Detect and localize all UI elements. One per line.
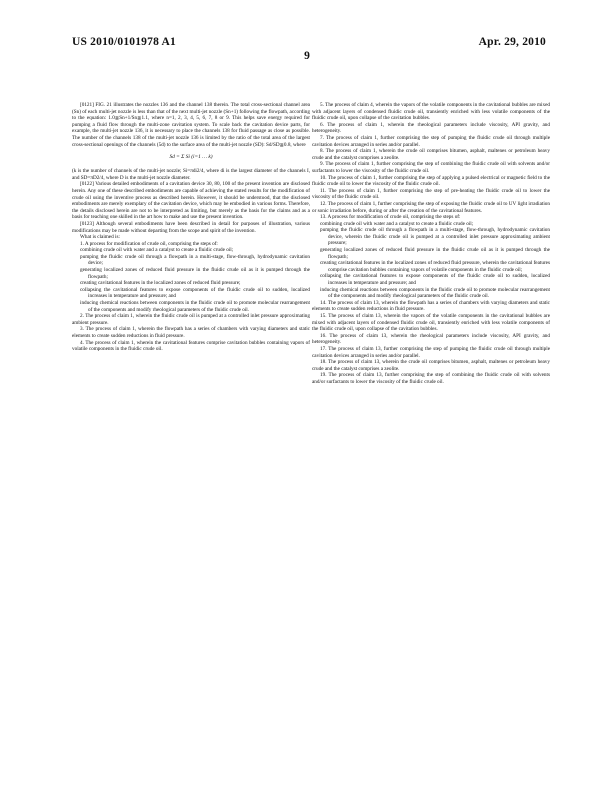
claim-1-step: collapsing the cavitational features to expose components of the fluidic crude oil to sudden, localized increases in temperature and pressure; and [80,286,310,300]
publication-date: Apr. 29, 2010 [478,36,546,48]
claim-5: 5. The process of claim 4, wherein the vapors of the volatile components in the cavitational bubbles are mixed with adjacent layers of condensed fluidic crude oil, transiently enriched with less volatile components of the fluidic crude oil, upon collapse of the cavitation bubbles. [312,102,550,122]
claim-2: 2. The process of claim 1, wherein the fluidic crude oil is pumped at a controlled inlet pressure approximating ambient pressure. [72,313,310,326]
paragraph-0122: [0122] Various detailed embodiments of a cavitation device 30, 80, 100 of the present invention are disclosed herein. Any one of these described embodiments are capable of achieving the stated results for the modification of crude oil using the inventive process as described herein. However, it should be understood, that the disclosed embodiments are merely exemplary of the cavitation device, which may be embodied in various forms. Therefore, the details disclosed herein are not to be interpreted as limiting, but merely as the basis for the claims and as a basis for teaching one skilled in the art how to make and use the present invention. [72,181,310,221]
left-column [72,102,310,353]
claim-9: 9. The process of claim 1, further comprising the step of combining the fluidic crude oil with solvents and/or surfactants to lower the viscosity of the fluidic crude oil. [312,161,550,174]
claim-13-step: combining crude oil with water and a catalyst to create a fluidic crude oil; [320,220,474,227]
formula: Sd = Σ Si (i=1 … k) [169,154,213,161]
claim-13-step: creating cavitational features in the localized zones of reduced fluid pressure, wherein the cavitational features comprise cavitation bubbles containing vapors of volatile components in the fluidic crude oil; [320,260,550,273]
page-header [0,36,614,76]
claim-11: 11. The process of claim 1, further comprising the step of pre-heating the fluidic crude oil to lower the viscosity of the fluidic crude oil. [312,187,550,201]
claim-1: 1. A process for modification of crude oil, comprising the steps of: [80,240,218,247]
claim-4: 4. The process of claim 1, wherein the cavitational features comprise cavitation bubbles containing vapors of volatile components in the fluidic crude oil. [72,339,310,353]
claim-10: 10. The process of claim 1, further comprising the step of applying a pulsed electrical or magnetic field to the fluidic crude oil to lower the viscosity of the fluidic crude oil. [312,174,550,188]
claim-14: 14. The process of claim 13, wherein the flowpath has a series of chambers with varying diameters and static elements to create sudden reductions in fluid pressure. [312,299,550,313]
claims-intro: What is claimed is: [80,234,120,241]
claim-13-step: pumping the fluidic crude oil through a flowpath in a multi-stage, flow-through, hydrodynamic cavitation device, wherein the fluidic crude oil is pumped at a controlled inlet pressure approximating ambient pressure; [320,227,550,247]
claim-12: 12. The process of claim 1, further comprising the step of exposing the fluidic crude oil to UV light irradiation or sonic irradiation before, during or after the creation of the cavitational features. [312,200,550,214]
paragraph-0123: [0123] Although several embodiments have been described in detail for purposes of illustration, various modifications may be made without departing from the scope and spirit of the invention. [72,220,310,234]
claim-8: 8. The process of claim 1, wherein the crude oil comprises bitumen, asphalt, maltenes or petroleum heavy crude and the catalyst comprises a zeolite. [312,148,550,161]
claim-19: 19. The process of claim 13, further comprising the step of combining the fluidic crude oil with solvents and/or surfactants to lower the viscosity of the fluidic crude oil. [312,372,550,385]
publication-number: US 2010/0101978 A1 [72,36,176,48]
claim-17: 17. The process of claim 13, further comprising the step of pumping the fluidic crude oil through multiple cavitation devices arranged in series and/or parallel. [312,345,550,359]
claim-15: 15. The process of claim 13, wherein the vapors of the volatile components in the cavitational bubbles are mixed with adjacent layers of condensed fluidic crude oil, transiently enriched with less volatile components of the fluidic crude oil, upon collapse of the cavitation bubbles. [312,313,550,333]
claim-7: 7. The process of claim 1, further comprising the step of pumping the fluidic crude oil through multiple cavitation devices arranged in series and/or parallel. [312,134,550,148]
right-column [312,102,550,386]
page-number: 9 [304,50,310,62]
claim-1-step: creating cavitational features in the localized zones of reduced fluid pressure; [80,280,241,287]
paragraph-0121: [0121] FIG. 21 illustrates the nozzles 136 and the channel 138 therein. The total cross-sectional channel area (Sn) of each multi-jet nozzle is less than that of the next multi-jet nozzle (Sn+1) following the flowpath, according to the equation: 1.0≦Sn+1/Sn≦1.1, where n=1, 2, 3, 4, 5, 6, 7, 8 or 9. This helps save energy required for pumping a fluid flow through the multi-zone cavitation system. To scale back the cavitation device parts, for example, the multi-jet nozzle 136, it is necessary to place the channels 138 for fluid passage as close as possible. The number of the channels 138 of the multi-jet nozzle 136 is limited by the ratio of the total area of the largest cross-sectional openings of the channels (5d) to the surface area of the multi-jet nozzle (SD): Sd/SD≦0.8, where [72,102,310,148]
claim-13-step: generating localized zones of reduced fluid pressure in the fluidic crude oil as it is pumped through the flowpath; [320,247,550,260]
claim-3: 3. The process of claim 1, wherein the flowpath has a series of chambers with varying diameters and static elements to create sudden reductions in fluid pressure. [72,326,310,339]
claim-1-step: combining crude oil with water and a catalyst to create a fluidic crude oil; [80,247,234,254]
claim-1-step: generating localized zones of reduced fluid pressure in the fluidic crude oil as it is pumped through the flowpath; [80,267,310,280]
claim-1-step: inducing chemical reactions between components in the fluidic crude oil to promote molecular rearrangement of the components and modify rheological parameters of the fluidic crude oil. [80,300,310,313]
claim-1-step: pumping the fluidic crude oil through a flowpath in a multi-stage, flow-through, hydrodynamic cavitation device; [80,253,310,267]
claim-16: 16. The process of claim 13, wherein the rheological parameters include viscosity, API gravity, and heterogeneity. [312,332,550,346]
claim-18: 18. The process of claim 13, wherein the crude oil comprises bitumen, asphalt, maltenes or petroleum heavy crude and the catalyst comprises a zeolite. [312,359,550,372]
claim-13-step: collapsing the cavitational features to expose components of the fluidic crude oil to sudden, localized increases in temperature and pressure; and [320,273,550,287]
claim-13-step: inducing chemical reactions between components in the fluidic crude oil to promote molecular rearrangement of the components and modify rheological parameters of the fluidic crude oil. [320,286,550,300]
claim-6: 6. The process of claim 1, wherein the rheological parameters include viscosity, API gravity, and heterogeneity. [312,121,550,135]
claim-13: 13. A process for modification of crude oil, comprising the steps of: [320,214,461,221]
formula-note: (k is the number of channels of the multi-jet nozzle; Si=πdi2/4, where di is the largest diameter of the channels I, and SD=πD2/4, where D is the multi-jet nozzle diameter. [72,168,310,181]
